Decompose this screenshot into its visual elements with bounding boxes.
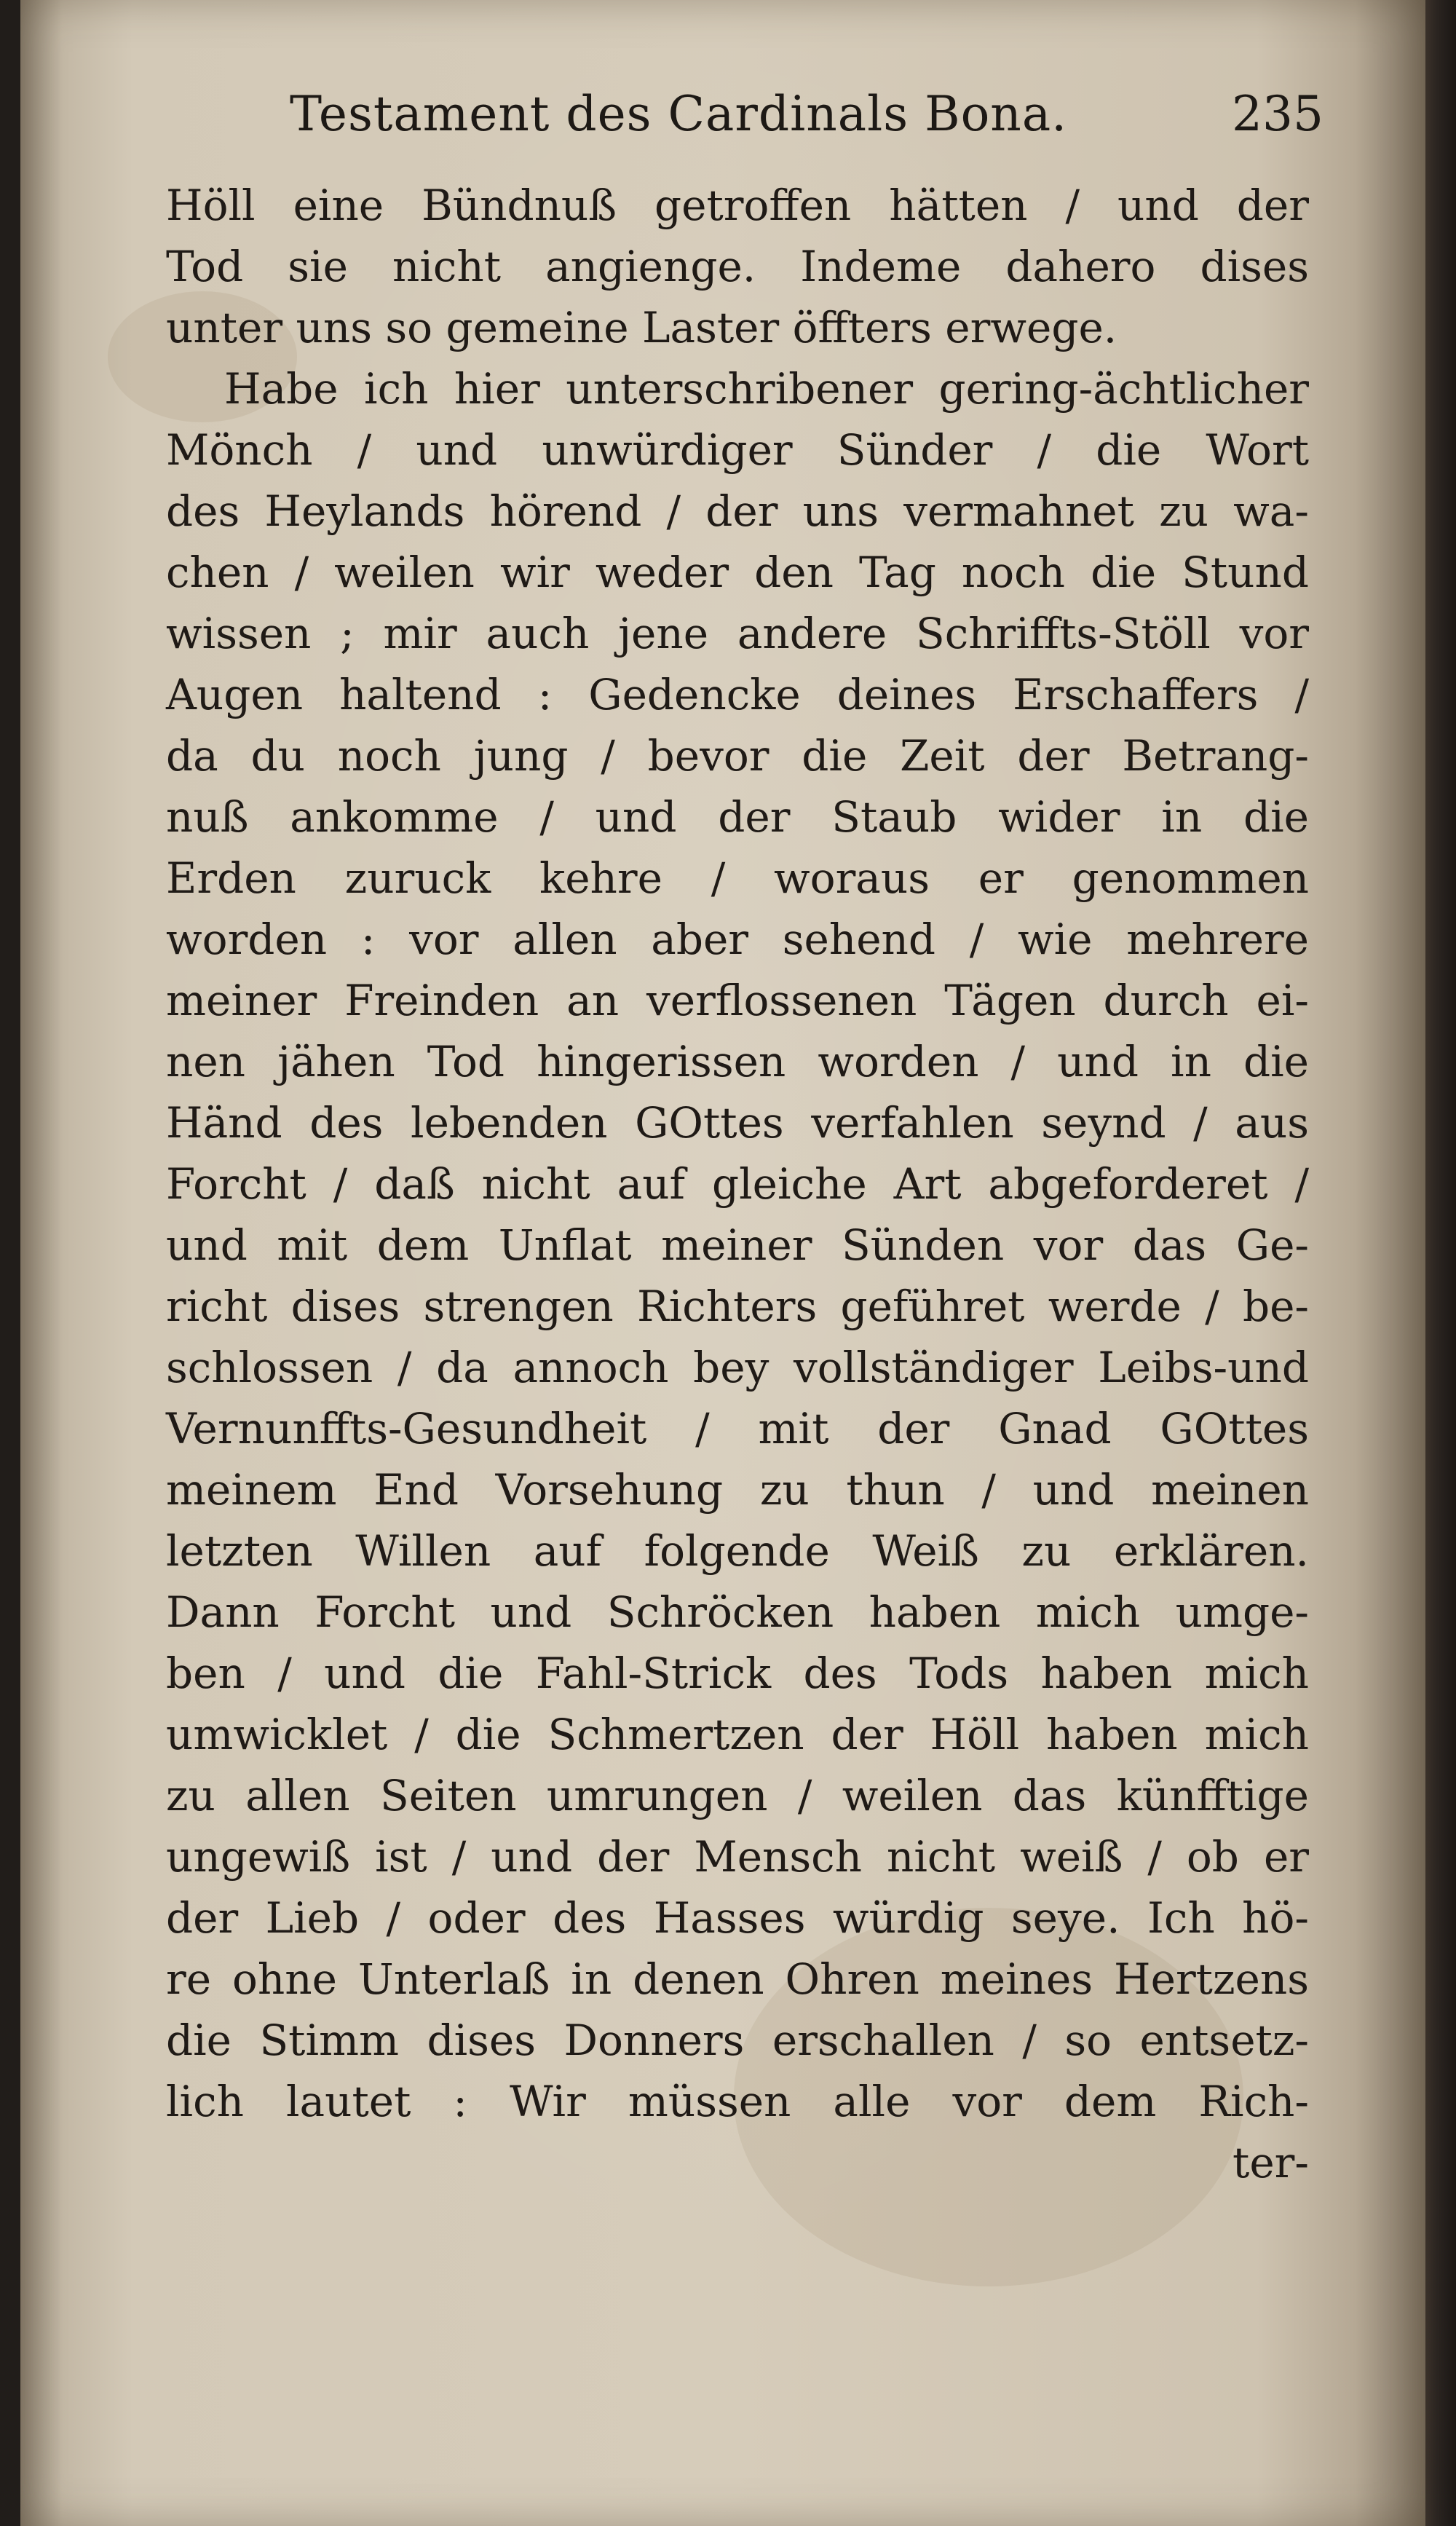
text-line: da du noch jung / bevor die Zeit der Betrang- (166, 731, 1309, 781)
text-line: re ohne Unterlaß in denen Ohren meines Hertzens (166, 1954, 1309, 2004)
text-line: der Lieb / oder des Hasses würdig seye. Ich hö- (166, 1893, 1309, 1943)
text-line: Erden zuruck kehre / woraus er genommen (166, 853, 1309, 903)
text-line: Händ des lebenden GOttes verfahlen seynd / aus (166, 1098, 1309, 1148)
text-line: umwicklet / die Schmertzen der Höll haben mich (166, 1710, 1309, 1759)
text-line: Habe ich hier unterschribener gering-ächtlicher (224, 364, 1309, 414)
text-line: Vernunffts-Gesundheit / mit der Gnad GOttes (166, 1404, 1309, 1453)
running-head: Testament des Cardinals Bona. (290, 86, 1068, 142)
text-line: die Stimm dises Donners erschallen / so entsetz- (166, 2016, 1309, 2065)
text-line: meinem End Vorsehung zu thun / und meinen (166, 1465, 1309, 1515)
text-line: Mönch / und unwürdiger Sünder / die Wort (166, 425, 1309, 475)
text-line: ben / und die Fahl-Strick des Tods haben mich (166, 1649, 1309, 1698)
paper-page (20, 0, 1425, 2526)
text-line: Tod sie nicht angienge. Indeme dahero dises (166, 242, 1309, 291)
text-line: Forcht / daß nicht auf gleiche Art abgeforderet / (166, 1159, 1309, 1209)
body-text (166, 175, 1309, 2286)
text-line: worden : vor allen aber sehend / wie mehrere (166, 915, 1309, 964)
text-line: letzten Willen auf folgende Weiß zu erklären. (166, 1526, 1309, 1576)
book-spine-edge (1425, 0, 1456, 2526)
text-line: des Heylands hörend / der uns vermahnet zu wa- (166, 486, 1309, 536)
text-line: Dann Forcht und Schröcken haben mich umge- (166, 1587, 1309, 1637)
text-line: Augen haltend : Gedencke deines Erschaffers / (166, 670, 1309, 719)
catchword: ter- (1233, 2138, 1309, 2187)
text-line: chen / weilen wir weder den Tag noch die Stund (166, 548, 1309, 597)
text-line: richt dises strengen Richters geführet werde / be- (166, 1282, 1309, 1331)
text-line: nen jähen Tod hingerissen worden / und in die (166, 1037, 1309, 1086)
page-number: 235 (1232, 86, 1324, 142)
text-line: lich lautet : Wir müssen alle vor dem Rich- (166, 2077, 1309, 2126)
text-line: schlossen / da annoch bey vollständiger Leibs-und (166, 1343, 1309, 1392)
text-line: ungewiß ist / und der Mensch nicht weiß / ob er (166, 1832, 1309, 1882)
text-line: zu allen Seiten umrungen / weilen das künfftige (166, 1771, 1309, 1820)
page-header (290, 86, 1324, 166)
text-line: wissen ; mir auch jene andere Schriffts-Stöll vor (166, 609, 1309, 658)
text-line: unter uns so gemeine Laster öffters erwege. (166, 303, 1117, 352)
text-line: meiner Freinden an verflossenen Tägen durch ei- (166, 976, 1309, 1025)
text-line: und mit dem Unflat meiner Sünden vor das Ge- (166, 1220, 1309, 1270)
text-line: nuß ankomme / und der Staub wider in die (166, 792, 1309, 842)
text-line: Höll eine Bündnuß getroffen hätten / und der (166, 181, 1309, 230)
